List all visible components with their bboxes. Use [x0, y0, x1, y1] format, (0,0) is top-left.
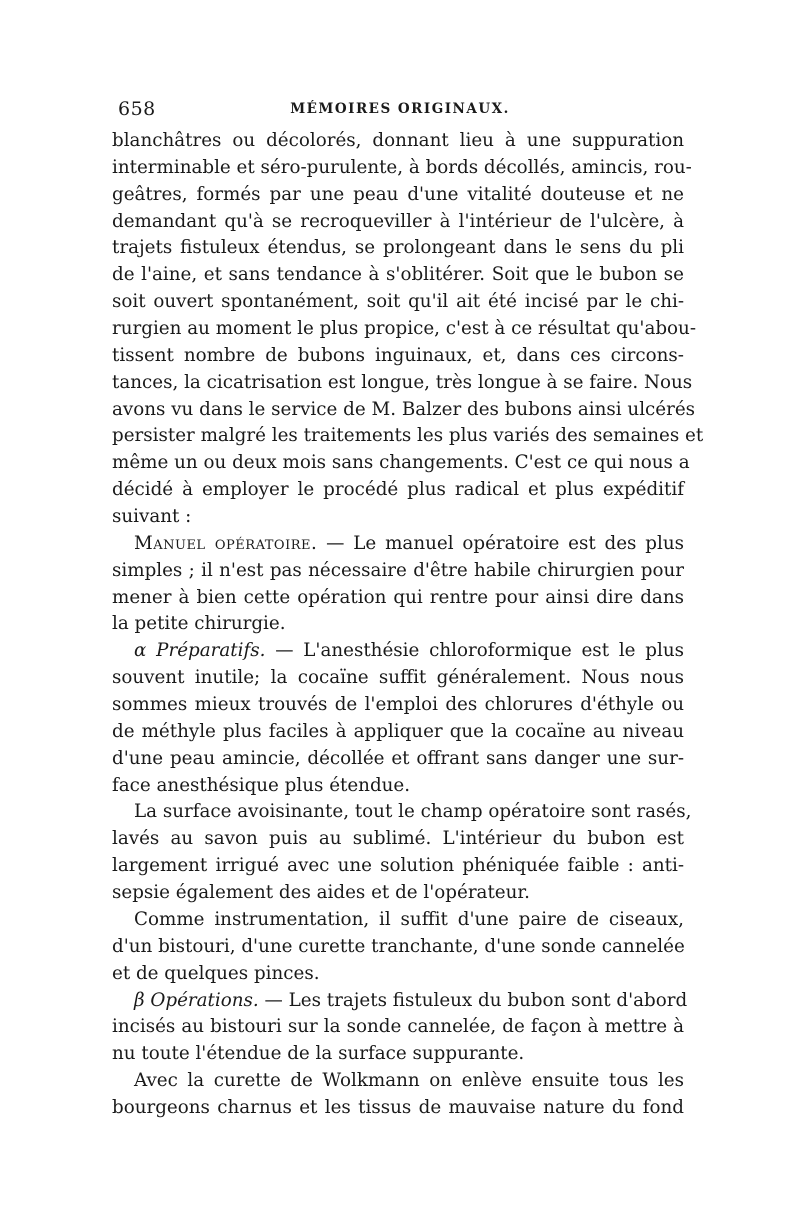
preparatifs-first-line — [112, 638, 684, 665]
manuel-heading: Manuel opératoire. — [134, 532, 318, 554]
text-line: tissent nombre de bubons inguinaux, et, dans ces circons- — [112, 344, 684, 366]
text-line: face anesthésique plus étendue. — [112, 774, 411, 796]
text-line: avons vu dans le service de M. Balzer des bubons ainsi ulcérés — [112, 398, 696, 420]
text-line: La surface avoisinante, tout le champ opératoire sont rasés, — [134, 801, 692, 823]
text-line: souvent inutile; la cocaïne suffit généralement. Nous nous — [112, 667, 684, 689]
text-line: de l'aine, et sans tendance à s'oblitérer. Soit que le bubon se — [112, 264, 684, 286]
text-line: lavés au savon puis au sublimé. L'intérieur du bubon est — [112, 828, 684, 850]
text-line: rurgien au moment le plus propice, c'est à ce résultat qu'abou- — [112, 318, 697, 340]
running-title: MÉMOIRES ORIGINAUX. — [290, 101, 510, 117]
text-line: largement irrigué avec une solution phéniquée faible : anti- — [112, 855, 684, 877]
page-header — [118, 98, 682, 122]
text-line: soit ouvert spontanément, soit qu'il ait été incisé par le chi- — [112, 291, 684, 313]
text-line: mener à bien cette opération qui rentre pour ainsi dire dans — [112, 586, 684, 608]
text-line: Comme instrumentation, il suffit d'une paire de ciseaux, — [134, 908, 684, 930]
text-line: suivant : — [112, 506, 192, 528]
page-number: 658 — [118, 98, 156, 120]
text-line: bourgeons charnus et les tissus de mauvaise nature du fond — [112, 1096, 684, 1118]
text-line: d'un bistouri, d'une curette tranchante, d'une sonde cannelée — [112, 935, 685, 957]
preparatifs-heading: Préparatifs. — [156, 640, 266, 662]
preparatifs-marker: α — [134, 640, 147, 662]
preparatifs-line1-rest: — L'anesthésie chloroformique est le plus — [265, 640, 684, 662]
text-line: et de quelques pinces. — [112, 962, 320, 984]
text-line: demandant qu'à se recroqueviller à l'intérieur de l'ulcère, à — [112, 210, 684, 232]
text-line: simples ; il n'est pas nécessaire d'être habile chirurgien pour — [112, 559, 684, 581]
text-line: sepsie également des aides et de l'opérateur. — [112, 882, 530, 904]
text-line: décidé à employer le procédé plus radical et plus expéditif — [112, 479, 684, 501]
text-line: de méthyle plus faciles à appliquer que la cocaïne au niveau — [112, 720, 684, 742]
operations-first-line — [112, 988, 688, 1015]
text-line: sommes mieux trouvés de l'emploi des chlorures d'éthyle ou — [112, 694, 684, 716]
text-line: Avec la curette de Wolkmann on enlève ensuite tous les — [134, 1070, 684, 1092]
operations-line1-rest: — Les trajets fistuleux du bubon sont d'abord — [258, 989, 688, 1011]
text-line: même un ou deux mois sans changements. C'est ce qui nous a — [112, 452, 690, 474]
text-line: tances, la cicatrisation est longue, très longue à se faire. Nous — [112, 371, 693, 393]
body-text — [112, 128, 704, 1122]
text-line: blanchâtres ou décolorés, donnant lieu à une suppuration — [112, 130, 684, 151]
text-line: trajets fistuleux étendus, se prolongeant dans le sens du pli — [112, 237, 684, 259]
operations-marker: β — [134, 989, 145, 1011]
operations-heading: Opérations. — [150, 989, 259, 1011]
text-line: persister malgré les traitements les plus variés des semaines et — [112, 425, 704, 447]
manuel-line1-rest: — Le manuel opératoire est des plus — [317, 532, 684, 554]
text-line: d'une peau amincie, décollée et offrant sans danger une sur- — [112, 747, 684, 769]
text-line: nu toute l'étendue de la surface suppurante. — [112, 1043, 525, 1065]
text-line: interminable et séro-purulente, à bords décollés, amincis, rou- — [112, 156, 692, 178]
text-line: la petite chirurgie. — [112, 613, 286, 635]
text-line: geâtres, formés par une peau d'une vitalité douteuse et ne — [112, 183, 684, 205]
manuel-first-line — [112, 531, 684, 558]
text-line: incisés au bistouri sur la sonde cannelée, de façon à mettre à — [112, 1016, 684, 1038]
